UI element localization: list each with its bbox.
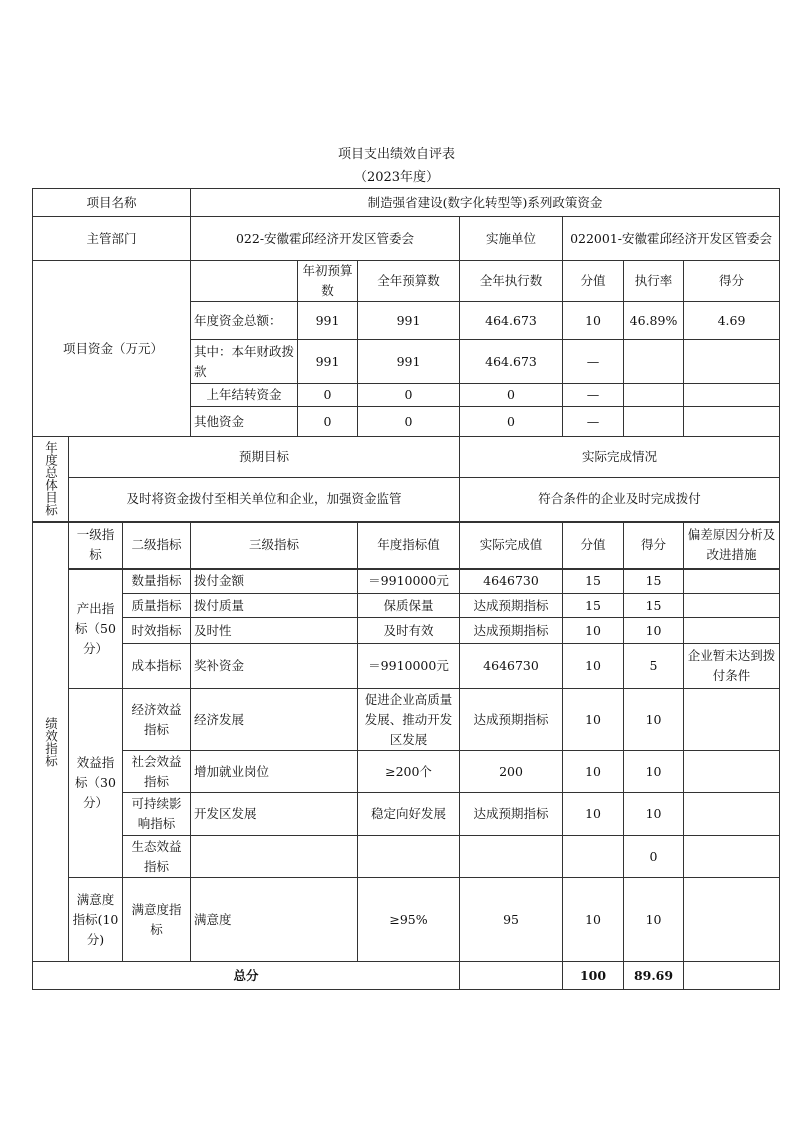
perf-header: 实际完成值 bbox=[460, 522, 563, 569]
perf-header: 得分 bbox=[624, 522, 684, 569]
perf-cell: 开发区发展 bbox=[191, 793, 358, 836]
perf-cell: 10 bbox=[563, 751, 624, 793]
performance-label: 绩效指标 bbox=[33, 522, 69, 962]
perf-cell bbox=[684, 594, 780, 618]
perf-cell: 拨付金额 bbox=[191, 569, 358, 594]
perf-cell: 经济效益指标 bbox=[123, 689, 191, 751]
perf-cell: ＝9910000元 bbox=[358, 644, 460, 689]
total-empty bbox=[460, 962, 563, 990]
perf-row bbox=[33, 836, 780, 878]
perf-cell: 及时有效 bbox=[358, 618, 460, 644]
perf-cell: 保质保量 bbox=[358, 594, 460, 618]
perf-cell: 10 bbox=[624, 751, 684, 793]
funds-cell: 4.69 bbox=[684, 302, 780, 340]
perf-cell bbox=[684, 878, 780, 962]
perf-cell: 10 bbox=[563, 793, 624, 836]
perf-cell: 10 bbox=[624, 689, 684, 751]
funds-cell: 0 bbox=[358, 384, 460, 407]
funds-cell bbox=[684, 384, 780, 407]
dept-label: 主管部门 bbox=[33, 217, 191, 261]
perf-cell: 达成预期指标 bbox=[460, 689, 563, 751]
page-subtitle: （2023年度） bbox=[353, 170, 440, 185]
goals-header-row bbox=[33, 437, 780, 478]
perf-header: 年度指标值 bbox=[358, 522, 460, 569]
goals-expected-header: 预期目标 bbox=[69, 437, 460, 478]
goals-actual: 符合条件的企业及时完成拨付 bbox=[460, 478, 780, 522]
perf-cell: 数量指标 bbox=[123, 569, 191, 594]
perf-row bbox=[33, 751, 780, 793]
perf-header: 分值 bbox=[563, 522, 624, 569]
perf-cell bbox=[684, 569, 780, 594]
perf-cell: 200 bbox=[460, 751, 563, 793]
perf-cell: 达成预期指标 bbox=[460, 793, 563, 836]
perf-cell: 及时性 bbox=[191, 618, 358, 644]
total-empty bbox=[684, 962, 780, 990]
funds-cell: 上年结转资金 bbox=[191, 384, 298, 407]
perf-cell bbox=[460, 836, 563, 878]
perf-cell: 4646730 bbox=[460, 644, 563, 689]
perf-cell: 奖补资金 bbox=[191, 644, 358, 689]
perf-cell: 10 bbox=[624, 793, 684, 836]
funds-cell bbox=[684, 407, 780, 437]
funds-cell: 464.673 bbox=[460, 340, 563, 384]
goals-row bbox=[33, 478, 780, 522]
project-name-value: 制造强省建设(数字化转型等)系列政策资金 bbox=[191, 189, 780, 217]
funds-header: 年初预算数 bbox=[298, 261, 358, 302]
perf-cell: 质量指标 bbox=[123, 594, 191, 618]
perf-cell bbox=[684, 793, 780, 836]
funds-cell bbox=[624, 384, 684, 407]
unit-label: 实施单位 bbox=[460, 217, 563, 261]
perf-cell: 增加就业岗位 bbox=[191, 751, 358, 793]
funds-cell bbox=[624, 407, 684, 437]
funds-cell bbox=[684, 340, 780, 384]
perf-cell: 社会效益指标 bbox=[123, 751, 191, 793]
perf-cell bbox=[358, 836, 460, 878]
perf-cell: 达成预期指标 bbox=[460, 618, 563, 644]
funds-cell: 991 bbox=[298, 340, 358, 384]
perf-cell bbox=[684, 751, 780, 793]
goals-label: 年度总体目标 bbox=[33, 437, 69, 522]
funds-cell: 0 bbox=[358, 407, 460, 437]
funds-cell: 0 bbox=[298, 384, 358, 407]
funds-cell bbox=[624, 340, 684, 384]
page-title: 项目支出绩效自评表 bbox=[337, 147, 455, 162]
funds-cell: 991 bbox=[358, 340, 460, 384]
funds-header: 得分 bbox=[684, 261, 780, 302]
goals-expected: 及时将资金拨付至相关单位和企业，加强资金监管 bbox=[69, 478, 460, 522]
perf-cell: ≥200个 bbox=[358, 751, 460, 793]
perf-row bbox=[33, 594, 780, 618]
perf-row bbox=[33, 878, 780, 962]
perf-cell: 时效指标 bbox=[123, 618, 191, 644]
perf-cell: 稳定向好发展 bbox=[358, 793, 460, 836]
perf-row bbox=[33, 618, 780, 644]
unit-value: 022001-安徽霍邱经济开发区管委会 bbox=[563, 217, 780, 261]
funds-header bbox=[191, 261, 298, 302]
perf-cell: 10 bbox=[624, 878, 684, 962]
total-label: 总分 bbox=[33, 962, 460, 990]
funds-header: 全年预算数 bbox=[358, 261, 460, 302]
perf-cell bbox=[684, 836, 780, 878]
total-score: 89.69 bbox=[624, 962, 684, 990]
perf-cell: 生态效益指标 bbox=[123, 836, 191, 878]
perf-cell: 促进企业高质量发展、推动开发区发展 bbox=[358, 689, 460, 751]
perf-cell: ＝9910000元 bbox=[358, 569, 460, 594]
perf-row bbox=[33, 793, 780, 836]
perf-cell: 经济发展 bbox=[191, 689, 358, 751]
dept-value: 022-安徽霍邱经济开发区管委会 bbox=[191, 217, 460, 261]
perf-cell: 4646730 bbox=[460, 569, 563, 594]
funds-cell: 年度资金总额： bbox=[191, 302, 298, 340]
perf-cell: 5 bbox=[624, 644, 684, 689]
perf-cell: 达成预期指标 bbox=[460, 594, 563, 618]
total-score-value: 100 bbox=[563, 962, 624, 990]
perf-cell: 10 bbox=[624, 618, 684, 644]
project-name-label: 项目名称 bbox=[33, 189, 191, 217]
perf-header: 偏差原因分析及改进措施 bbox=[684, 522, 780, 569]
funds-cell: 991 bbox=[298, 302, 358, 340]
funds-cell: 464.673 bbox=[460, 302, 563, 340]
funds-header: 分值 bbox=[563, 261, 624, 302]
perf-header: 一级指标 bbox=[69, 522, 123, 569]
funds-label: 项目资金（万元） bbox=[33, 261, 191, 437]
perf-group-label: 效益指标（30分） bbox=[69, 689, 123, 878]
perf-header: 三级指标 bbox=[191, 522, 358, 569]
perf-cell: ≥95% bbox=[358, 878, 460, 962]
funds-cell: — bbox=[563, 407, 624, 437]
perf-row bbox=[33, 569, 780, 594]
perf-row bbox=[33, 689, 780, 751]
perf-row bbox=[33, 644, 780, 689]
perf-cell: 15 bbox=[624, 594, 684, 618]
perf-group-label: 产出指标（50分） bbox=[69, 569, 123, 689]
perf-cell: 满意度 bbox=[191, 878, 358, 962]
funds-cell: 其他资金 bbox=[191, 407, 298, 437]
funds-cell: 0 bbox=[298, 407, 358, 437]
perf-cell: 满意度指标 bbox=[123, 878, 191, 962]
funds-cell: 991 bbox=[358, 302, 460, 340]
perf-header: 二级指标 bbox=[123, 522, 191, 569]
perf-cell bbox=[684, 689, 780, 751]
perf-group-label: 满意度指标(10分) bbox=[69, 878, 123, 962]
perf-cell bbox=[191, 836, 358, 878]
perf-cell: 可持续影响指标 bbox=[123, 793, 191, 836]
funds-header: 全年执行数 bbox=[460, 261, 563, 302]
perf-cell: 10 bbox=[563, 618, 624, 644]
perf-cell: 企业暂未达到拨付条件 bbox=[684, 644, 780, 689]
perf-cell bbox=[563, 836, 624, 878]
goals-actual-header: 实际完成情况 bbox=[460, 437, 780, 478]
funds-cell: — bbox=[563, 384, 624, 407]
perf-cell: 10 bbox=[563, 689, 624, 751]
funds-cell: — bbox=[563, 340, 624, 384]
perf-cell: 15 bbox=[563, 569, 624, 594]
perf-cell: 95 bbox=[460, 878, 563, 962]
performance-header-row bbox=[33, 522, 780, 569]
project-name-row bbox=[33, 189, 780, 217]
self-evaluation-table bbox=[32, 188, 780, 990]
funds-cell: 10 bbox=[563, 302, 624, 340]
perf-cell: 成本指标 bbox=[123, 644, 191, 689]
funds-cell: 0 bbox=[460, 407, 563, 437]
funds-header: 执行率 bbox=[624, 261, 684, 302]
perf-cell: 10 bbox=[563, 878, 624, 962]
funds-cell: 其中：本年财政拨款 bbox=[191, 340, 298, 384]
department-row bbox=[33, 217, 780, 261]
funds-cell: 46.89% bbox=[624, 302, 684, 340]
funds-header-row bbox=[33, 261, 780, 302]
perf-cell: 拨付质量 bbox=[191, 594, 358, 618]
total-row bbox=[33, 962, 780, 990]
perf-cell: 15 bbox=[563, 594, 624, 618]
perf-cell: 10 bbox=[563, 644, 624, 689]
perf-cell bbox=[684, 618, 780, 644]
perf-cell: 0 bbox=[624, 836, 684, 878]
funds-cell: 0 bbox=[460, 384, 563, 407]
perf-cell: 15 bbox=[624, 569, 684, 594]
